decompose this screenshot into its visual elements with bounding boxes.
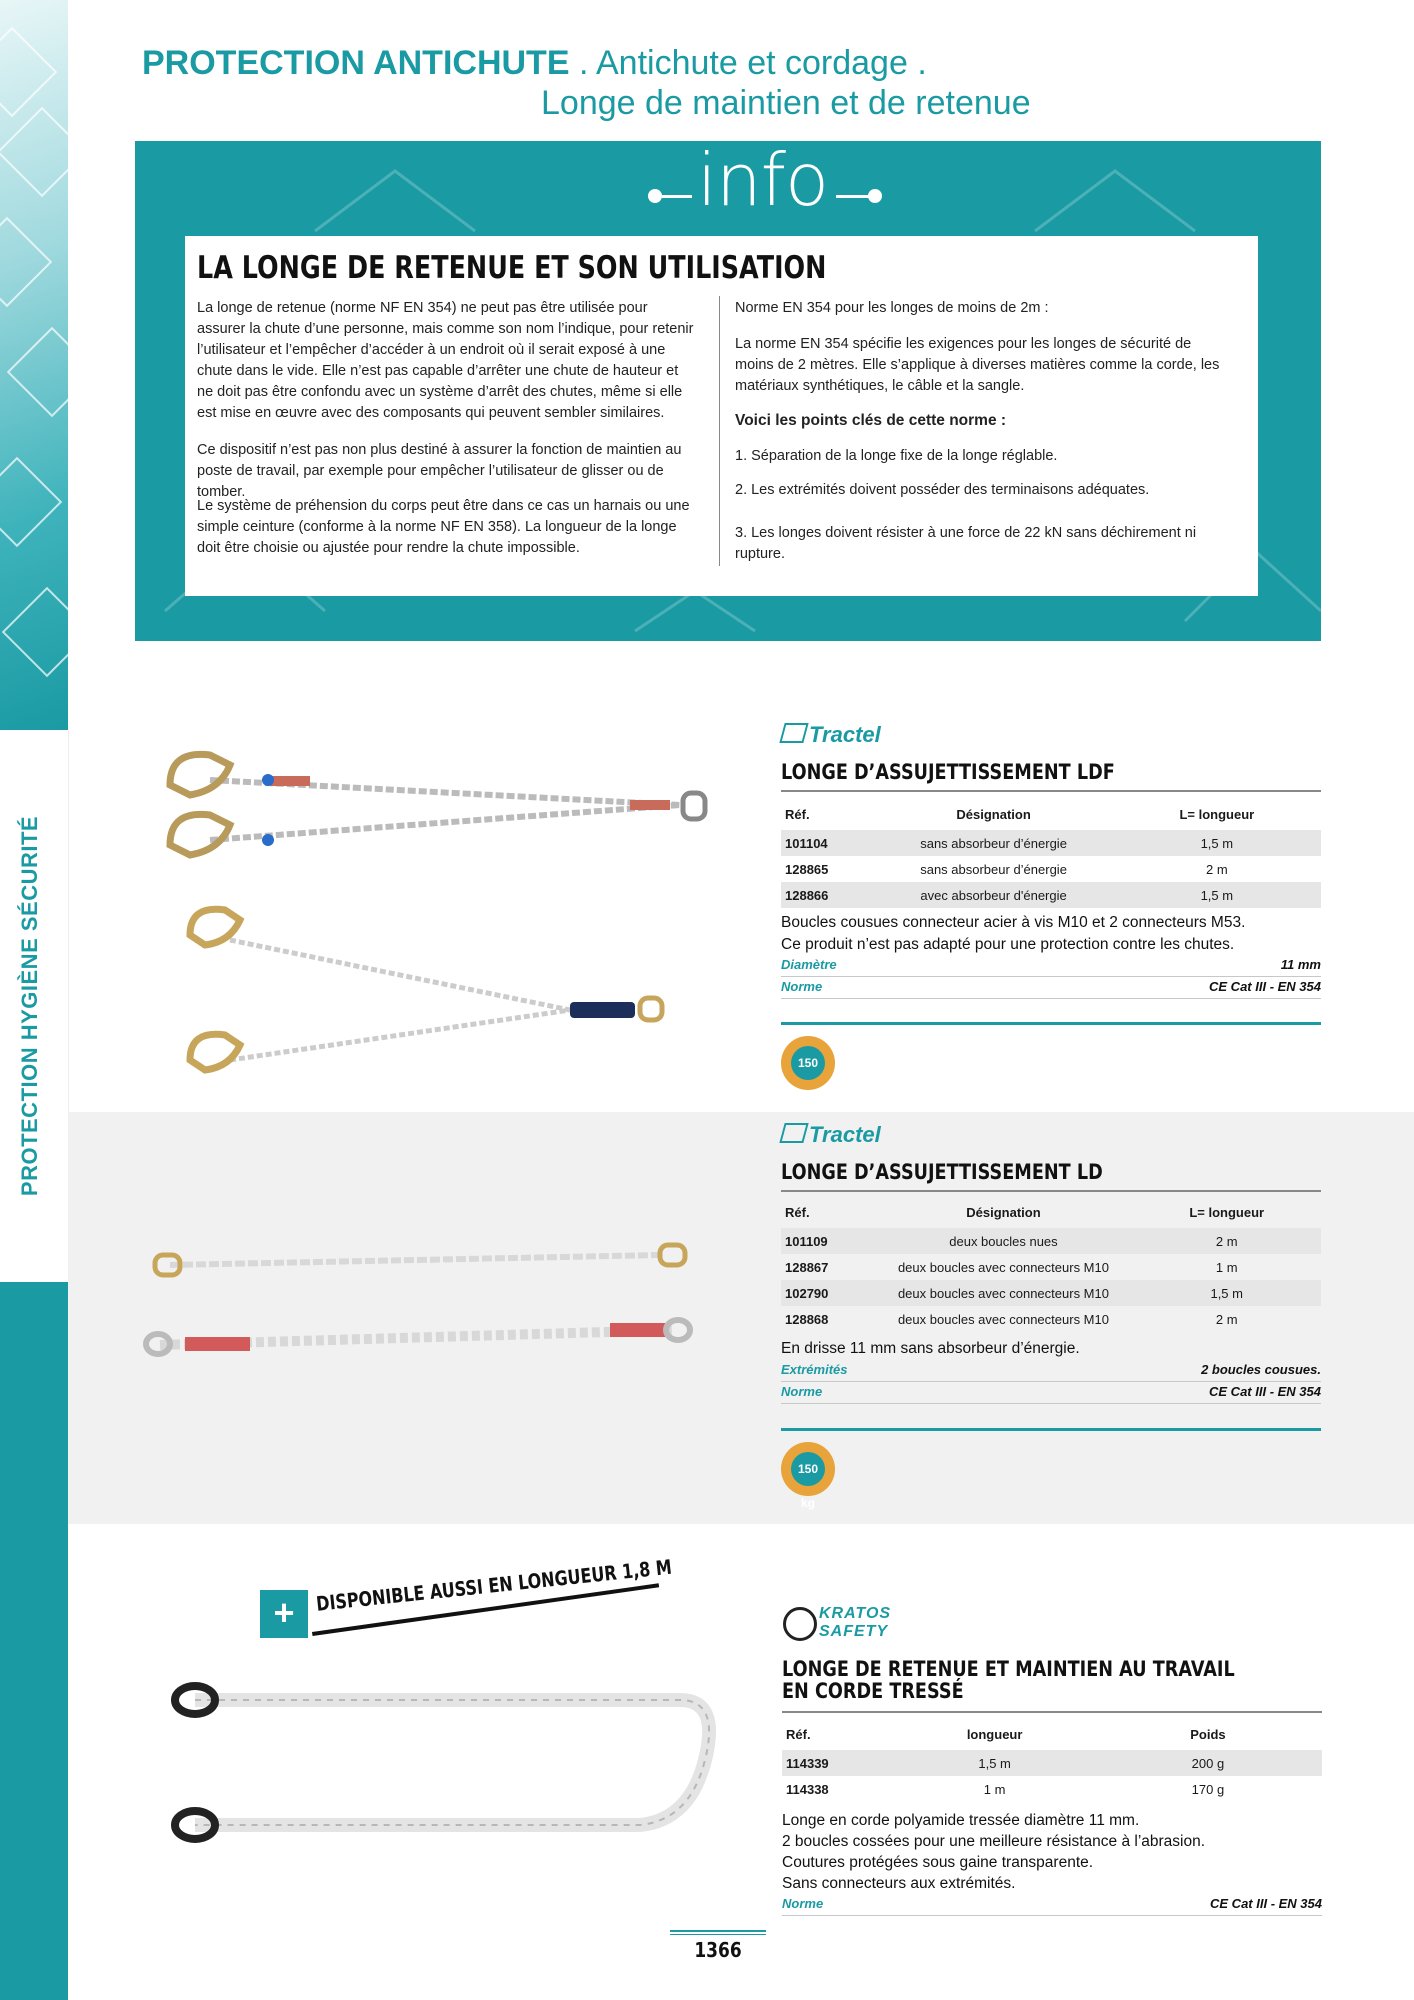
col-length: L= longueur: [1179, 806, 1255, 822]
col-length: longueur: [966, 1726, 1023, 1742]
spec-divider: [781, 976, 1321, 977]
spec-key: Diamètre: [781, 957, 837, 972]
cell-designation: deux boucles nues: [874, 1228, 1132, 1254]
cell-length: 1,5 m: [895, 1750, 1094, 1776]
table-header: [782, 1718, 1322, 1750]
subcategory-2: Longe de maintien et de retenue: [541, 84, 1031, 122]
cell-ref: 114338: [786, 1781, 829, 1797]
table-row: [781, 830, 1321, 856]
product-3-desc-3: Coutures protégées sous gaine transparente.: [782, 1854, 1094, 1871]
product-3-spec-norme: [782, 1896, 1322, 1914]
cell-length: 1 m: [983, 1781, 1006, 1797]
col-designation: Désignation: [966, 1204, 1041, 1220]
spec-divider: [781, 998, 1321, 999]
cell-length: 2 m: [1132, 1228, 1321, 1254]
page-number: 1366: [694, 1938, 742, 1962]
cell-designation: sans absorbeur d’énergie: [920, 861, 1067, 877]
info-point-3: 3. Les longes doivent résister à une force de 22 kN sans déchirement ni rupture.: [735, 525, 1197, 562]
kratos-logo-icon: [783, 1607, 817, 1641]
product-3-brand: [783, 1605, 903, 1639]
product-1-desc-2: Ce produit n’est pas adapté pour une protection contre les chutes.: [781, 936, 1235, 953]
spec-divider: [781, 1381, 1321, 1382]
info-dot-left: [648, 189, 662, 203]
product-3-title-rule: [782, 1711, 1322, 1713]
cell-weight: 200 g: [1094, 1750, 1322, 1776]
info-left-para-2: Ce dispositif n’est pas non plus destiné à assurer la fonction de maintien au poste de travail, par exemple pour empêcher l’utilisateur de glisser ou de tomber.: [197, 442, 682, 500]
category-title: PROTECTION ANTICHUTE: [142, 44, 570, 82]
col-weight: Poids: [1190, 1726, 1226, 1742]
info-heading: LA LONGE DE RETENUE ET SON UTILISATION: [197, 250, 827, 286]
spec-value: CE Cat III - EN 354: [1209, 979, 1321, 994]
table-row: [781, 1254, 1321, 1280]
side-decoration: [0, 0, 68, 730]
cell-designation: deux boucles avec connecteurs M10: [874, 1280, 1132, 1306]
product-2-end-rule: [781, 1428, 1321, 1431]
product-3-image: [160, 1660, 730, 1880]
spec-value: 2 boucles cousues.: [1201, 1362, 1321, 1377]
info-point-2: 2. Les extrémités doivent posséder des terminaisons adéquates.: [735, 482, 1150, 498]
availability-banner: [260, 1554, 673, 1650]
product-3-table: [782, 1718, 1322, 1802]
cell-length: 1,5 m: [1113, 830, 1321, 856]
product-1-table: [781, 798, 1321, 908]
page-number-rule: [670, 1930, 766, 1932]
spec-key: Extrémités: [781, 1362, 848, 1377]
product-1-end-rule: [781, 1022, 1321, 1025]
product-1-load-badge: [781, 1036, 835, 1104]
cell-ref: 128868: [785, 1311, 829, 1327]
table-row: [781, 1228, 1321, 1254]
spec-key: Norme: [781, 979, 823, 994]
info-right-intro: Norme EN 354 pour les longes de moins de 2m :: [735, 300, 1049, 316]
info-left-para-3: Le système de préhension du corps peut être dans ce cas un harnais ou une simple ceinture (conforme à la norme NF EN 358). La longueur de la longe doit être choisie ou ajustée pour rendre la chute impossible.: [197, 498, 690, 556]
product-2-desc-1: En drisse 11 mm sans absorbeur d’énergie.: [781, 1340, 1080, 1357]
table-header: [781, 798, 1321, 830]
table-row: [782, 1776, 1322, 1802]
info-dot-right: [868, 189, 882, 203]
table-row: [781, 882, 1321, 908]
cell-designation: avec absorbeur d'énergie: [874, 882, 1112, 908]
cell-length: 2 m: [1215, 1311, 1238, 1327]
tractel-logo-icon: [779, 723, 808, 743]
table-row: [782, 1750, 1322, 1776]
cell-designation: deux boucles avec connecteurs M10: [897, 1311, 1109, 1327]
cell-length: 1,5 m: [1113, 882, 1321, 908]
info-divider: [719, 296, 720, 566]
product-2-load-badge: [781, 1442, 835, 1510]
page-title: [142, 44, 927, 83]
table-row: [781, 1306, 1321, 1332]
product-3-title: LONGE DE RETENUE ET MAINTIEN AU TRAVAIL EN CORDE TRESSÉ: [782, 1657, 1235, 1703]
product-1-spec-norme: [781, 979, 1321, 997]
cell-ref: 101109: [781, 1228, 874, 1254]
spec-key: Norme: [782, 1896, 824, 1911]
availability-text: DISPONIBLE AUSSI EN LONGUEUR 1,8 M: [315, 1554, 673, 1616]
cell-ref: 128866: [781, 882, 874, 908]
info-left-para-1: La longe de retenue (norme NF EN 354) ne peut pas être utilisée pour assurer la chute d’une personne, mais comme son nom l’indique, pour retenir l’utilisateur et l’empêcher d’accéder à un endroit où il serait exposé à une chute dans le vide. Elle n’est pas capable d’arrêter une chute de hauteur et ne doit pas être confondu avec un système d’arrêt des chutes, même si elle est mise en œuvre avec des composants qui peuvent sembler similaires.: [197, 300, 694, 421]
cell-designation: deux boucles avec connecteurs M10: [897, 1259, 1109, 1275]
spec-key: Norme: [781, 1384, 823, 1399]
product-1-image: [150, 740, 730, 1100]
spec-value: CE Cat III - EN 354: [1210, 1896, 1322, 1911]
product-2-spec-norme: [781, 1384, 1321, 1402]
badge-label: 150 kg: [791, 1046, 825, 1080]
product-1-title: LONGE D’ASSUJETTISSEMENT LDF: [781, 760, 1115, 784]
info-line-right: [836, 195, 870, 198]
spec-value: CE Cat III - EN 354: [1209, 1384, 1321, 1399]
table-row: [781, 856, 1321, 882]
cell-weight: 170 g: [1191, 1781, 1225, 1797]
product-2-table: [781, 1196, 1321, 1332]
badge-label: 150 kg: [791, 1452, 825, 1486]
info-point-1: 1. Séparation de la longe fixe de la longe réglable.: [735, 448, 1058, 464]
table-row: [781, 1280, 1321, 1306]
info-right-para: La norme EN 354 spécifie les exigences pour les longes de sécurité de moins de 2 mètres. Elle s’applique à diverses matières comme la corde, les matériaux synthétiques, le câble et la sangle.: [735, 336, 1220, 394]
spec-divider: [781, 1403, 1321, 1404]
product-3-brand-name: KRATOS SAFETY: [819, 1605, 892, 1640]
product-1-brand-name: Tractel: [809, 722, 881, 747]
title-separator: .: [578, 44, 589, 82]
info-right-bold: Voici les points clés de cette norme :: [735, 412, 1007, 429]
table-header: [781, 1196, 1321, 1228]
cell-ref: 101104: [781, 830, 874, 856]
cell-ref: 128865: [785, 861, 829, 877]
cell-ref: 102790: [781, 1280, 874, 1306]
info-badge-text: info: [697, 138, 829, 222]
cell-ref: 114339: [782, 1750, 895, 1776]
product-3-desc-4: Sans connecteurs aux extrémités.: [782, 1875, 1016, 1892]
cell-ref: 128867: [785, 1259, 829, 1275]
product-3-desc-2: 2 boucles cossées pour une meilleure résistance à l’abrasion.: [782, 1833, 1206, 1850]
product-2-title: LONGE D’ASSUJETTISSEMENT LD: [781, 1160, 1103, 1184]
product-1-title-rule: [781, 790, 1321, 792]
cell-length: 2 m: [1206, 861, 1228, 877]
product-2-brand-name: Tractel: [809, 1122, 881, 1147]
product-3-desc-1: Longe en corde polyamide tressée diamètre 11 mm.: [782, 1812, 1140, 1829]
product-1-spec-diameter: [781, 957, 1321, 975]
plus-icon: +: [260, 1590, 308, 1638]
product-1-brand: [782, 722, 881, 748]
subcategory-1: Antichute et cordage .: [596, 44, 927, 82]
col-length: L= longueur: [1189, 1204, 1265, 1220]
col-ref: Réf.: [786, 1726, 811, 1742]
info-line-left: [662, 195, 692, 198]
product-2-spec-extremites: [781, 1362, 1321, 1380]
side-section-label: PROTECTION HYGIÈNE SÉCURITÉ: [17, 815, 42, 1197]
page-number-rule-2: [670, 1934, 766, 1935]
cell-length: 1,5 m: [1132, 1280, 1321, 1306]
col-ref: Réf.: [785, 1204, 810, 1220]
cell-designation: sans absorbeur d’énergie: [874, 830, 1112, 856]
col-designation: Désignation: [956, 806, 1031, 822]
col-ref: Réf.: [785, 806, 810, 822]
side-band-teal: [0, 1282, 68, 2000]
cell-length: 1 m: [1215, 1259, 1238, 1275]
tractel-logo-icon: [779, 1123, 808, 1143]
spec-divider: [782, 1915, 1322, 1916]
spec-value: 11 mm: [1280, 957, 1321, 972]
product-2-image: [130, 1230, 710, 1370]
product-2-brand: [782, 1122, 881, 1148]
product-1-desc-1: Boucles cousues connecteur acier à vis M10 et 2 connecteurs M53.: [781, 914, 1246, 931]
product-2-title-rule: [781, 1190, 1321, 1192]
